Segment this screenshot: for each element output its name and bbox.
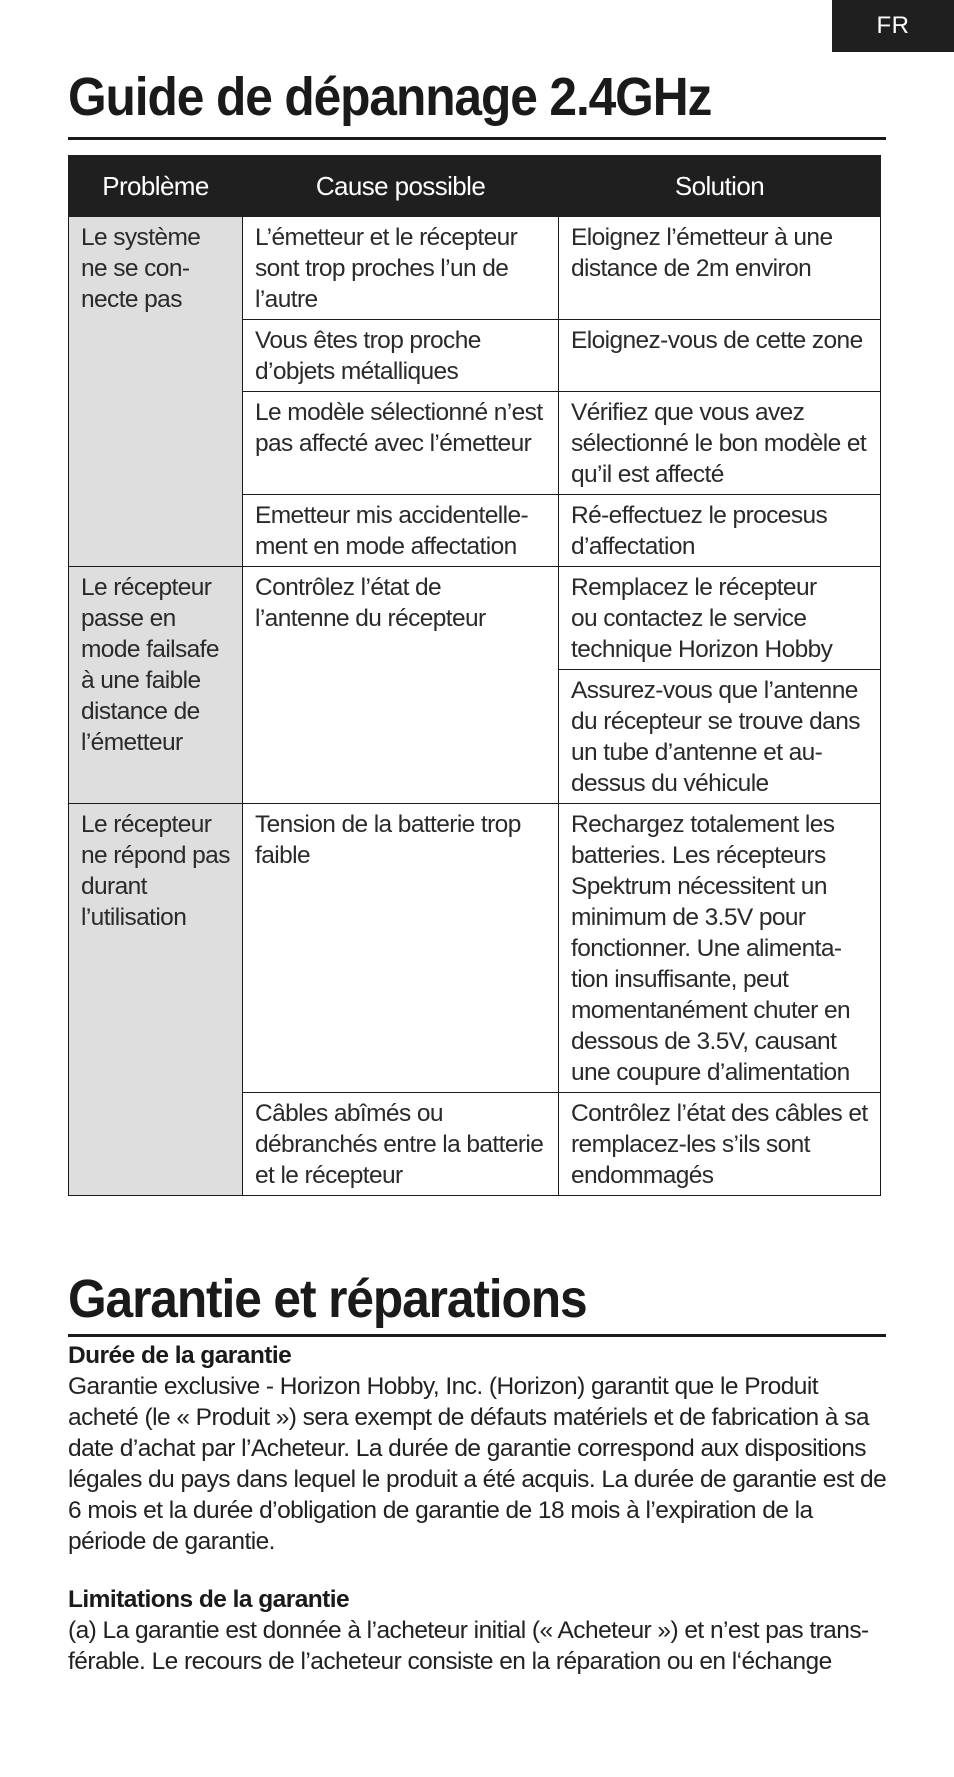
title-rule bbox=[68, 137, 886, 140]
warranty-limits-section bbox=[68, 1584, 892, 1677]
solution-cell: Ré-effectuez le procesus d’affectation bbox=[559, 495, 881, 567]
solution-cell: Assurez-vous que l’antenne du récepteur se trouve dans un tube d’antenne et au- dessus du véhicule bbox=[559, 670, 881, 804]
troubleshooting-title: Guide de dépannage 2.4GHz bbox=[68, 67, 712, 127]
header-solution: Solution bbox=[559, 156, 881, 217]
table-row bbox=[69, 217, 881, 320]
warranty-duration-heading: Durée de la garantie bbox=[68, 1342, 292, 1369]
troubleshooting-table bbox=[68, 155, 881, 1196]
problem-cell: Le récepteur ne répond pas durant l’utilisation bbox=[69, 804, 243, 1196]
solution-cell: Vérifiez que vous avez sélectionné le bon modèle et qu’il est affecté bbox=[559, 392, 881, 495]
cause-cell: Emetteur mis accidentelle- ment en mode affectation bbox=[243, 495, 559, 567]
warranty-limits-text: (a) La garantie est donnée à l’acheteur initial (« Acheteur ») et n’est pas trans- férable. Le recours de l’acheteur consiste en la réparation ou en l‘échange bbox=[68, 1617, 869, 1675]
warranty-duration-text: Garantie exclusive - Horizon Hobby, Inc. (Horizon) garantit que le Produit acheté (le « Produit ») sera exempt de défauts matériels et de fabrication à sa date d’achat par l’Acheteur. La durée de garantie correspond aux dispositions légales du pays dans lequel le produit a été acquis. La durée de garantie est de 6 mois et la durée d’obligation de garantie de 18 mois à l’expiration de la période de garantie. bbox=[68, 1373, 887, 1555]
problem-cell: Le récepteur passe en mode failsafe à une faible distance de l’émetteur bbox=[69, 567, 243, 804]
cause-cell: Vous êtes trop proche d’objets métalliques bbox=[243, 320, 559, 392]
warranty-title: Garantie et réparations bbox=[68, 1269, 587, 1329]
solution-cell: Remplacez le récepteur ou contactez le service technique Horizon Hobby bbox=[559, 567, 881, 670]
solution-cell: Contrôlez l’état des câbles et remplacez-les s’ils sont endommagés bbox=[559, 1093, 881, 1196]
warranty-duration-section bbox=[68, 1340, 892, 1557]
cause-cell: Câbles abîmés ou débranchés entre la batterie et le récepteur bbox=[243, 1093, 559, 1196]
solution-cell: Eloignez l’émetteur à une distance de 2m environ bbox=[559, 217, 881, 320]
problem-cell: Le système ne se con- necte pas bbox=[69, 217, 243, 567]
header-problem: Problème bbox=[69, 156, 243, 217]
table-row bbox=[69, 804, 881, 1093]
cause-cell: Contrôlez l’état de l’antenne du récepteur bbox=[243, 567, 559, 804]
warranty-rule bbox=[68, 1334, 886, 1337]
header-cause: Cause possible bbox=[243, 156, 559, 217]
troubleshooting-body bbox=[69, 217, 881, 1196]
cause-cell: Le modèle sélectionné n’est pas affecté avec l’émetteur bbox=[243, 392, 559, 495]
table-row bbox=[69, 567, 881, 670]
table-header-row bbox=[69, 156, 881, 217]
cause-cell: Tension de la batterie trop faible bbox=[243, 804, 559, 1093]
language-tab[interactable]: FR bbox=[832, 0, 954, 52]
cause-cell: L’émetteur et le récepteur sont trop proches l’un de l’autre bbox=[243, 217, 559, 320]
solution-cell: Rechargez totalement les batteries. Les récepteurs Spektrum nécessitent un minimum de 3.5V pour fonctionner. Une alimenta- tion insuffisante, peut momentanément chuter en dessous de 3.5V, causant une coupure d’alimentation bbox=[559, 804, 881, 1093]
warranty-limits-heading: Limitations de la garantie bbox=[68, 1586, 350, 1613]
solution-cell: Eloignez-vous de cette zone bbox=[559, 320, 881, 392]
